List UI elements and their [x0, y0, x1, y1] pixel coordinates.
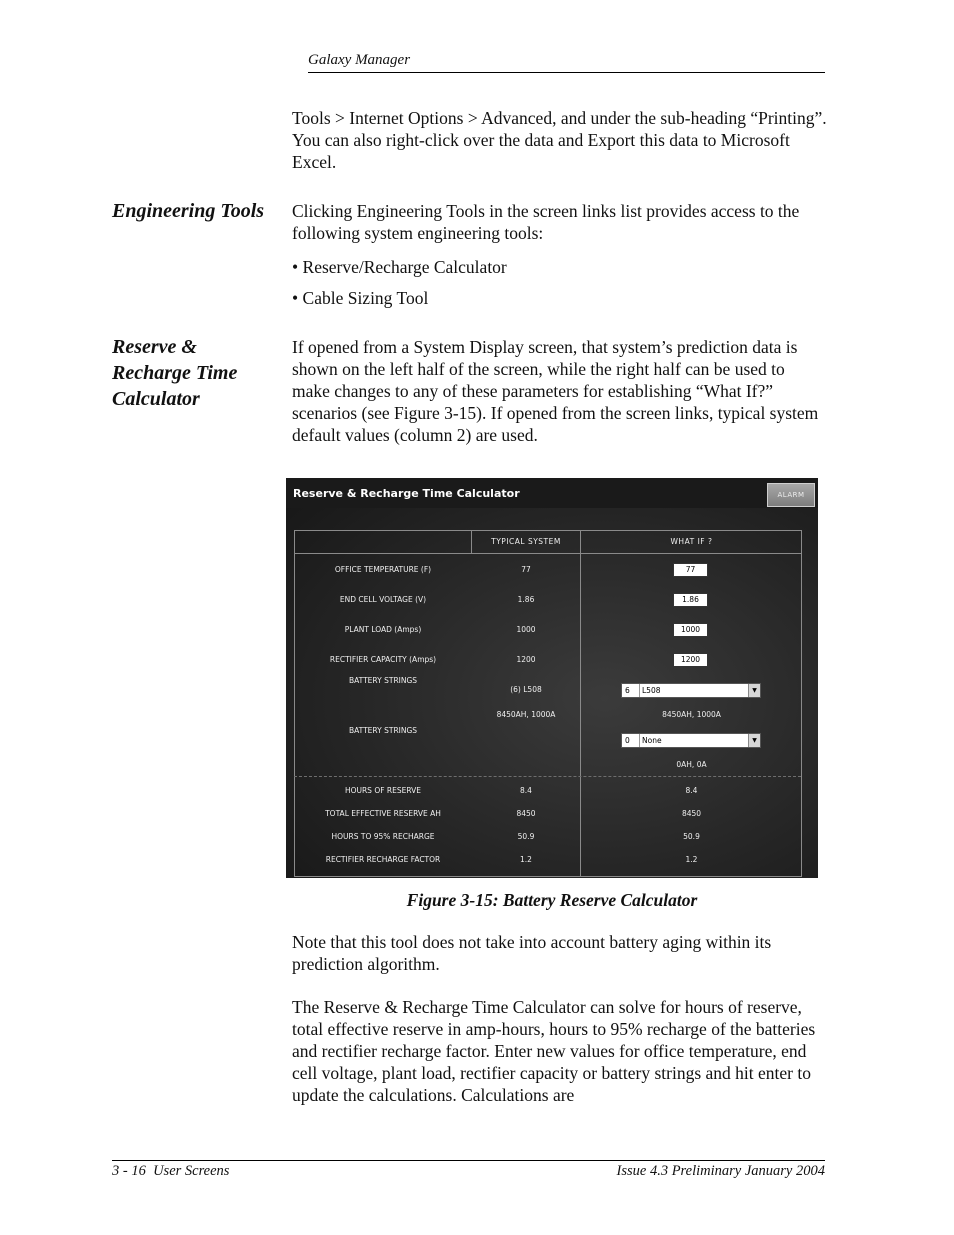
calculator-grid: [294, 530, 802, 877]
whatif-battery-2-ah: 0AH, 0A: [676, 760, 707, 769]
row-label-battery-strings-2: BATTERY STRINGS: [348, 726, 418, 735]
bullet-text: Cable Sizing Tool: [302, 288, 429, 308]
typical-hours-to-recharge: 50.9: [517, 832, 535, 841]
row-label-end-cell-voltage: END CELL VOLTAGE (V): [339, 595, 427, 604]
col-header-typical: TYPICAL SYSTEM: [491, 537, 561, 546]
whatif-total-reserve-ah: 8450: [681, 809, 702, 818]
typical-hours-of-reserve: 8.4: [520, 786, 532, 795]
typical-rectifier-capacity: 1200: [516, 655, 536, 664]
row-label-plant-load: PLANT LOAD (Amps): [344, 625, 422, 634]
battery-strings-1-count: 6: [622, 684, 640, 697]
battery-strings-2-type: None: [642, 736, 662, 745]
bullet-text: Reserve/Recharge Calculator: [302, 257, 507, 277]
typical-recharge-factor: 1.2: [520, 855, 532, 864]
grid-line: [294, 553, 801, 554]
bullet-item: • Cable Sizing Tool: [292, 288, 429, 308]
alarm-button[interactable]: ALARM: [767, 483, 815, 507]
closing-paragraph: The Reserve & Recharge Time Calculator can solve for hours of reserve, total effective reserve in amp-hours, hours to 95% recharge of the batteries and rectifier recharge factor. Enter new values for office temperature, end cell voltage, plant load, rectifier capacity or battery strings and hit enter to update the calculations. Calculations are: [292, 997, 816, 1105]
footer-page-label: 3 - 16 User Screens: [112, 1163, 230, 1179]
grid-line: [294, 530, 801, 531]
row-label-rectifier-capacity: RECTIFIER CAPACITY (Amps): [329, 655, 437, 664]
footer-rule: [112, 1160, 825, 1161]
header-rule: [308, 72, 825, 73]
intro-paragraph: Tools > Internet Options > Advanced, and under the sub-heading “Printing”. You can also right-click over the data and Export this data to Microsoft Excel.: [292, 108, 827, 172]
window-title-bar: [286, 478, 818, 508]
footer-issue-label: Issue 4.3 Preliminary January 2004: [616, 1163, 825, 1179]
plant-load-input[interactable]: 1000: [673, 623, 708, 637]
running-header-title: Galaxy Manager: [308, 52, 411, 68]
engineering-tools-heading: Engineering Tools: [112, 200, 265, 222]
battery-strings-1-type: L508: [642, 686, 661, 695]
typical-battery-strings: (6) L508: [510, 685, 542, 694]
typical-total-reserve-ah: 8450: [516, 809, 536, 818]
row-label-battery-strings-1: BATTERY STRINGS: [348, 676, 418, 685]
battery-strings-2-count: 0: [622, 734, 640, 747]
figure-caption: Figure 3-15: Battery Reserve Calculator: [406, 890, 698, 910]
typical-plant-load: 1000: [516, 625, 536, 634]
whatif-hours-to-recharge: 50.9: [683, 832, 700, 841]
chevron-down-icon[interactable]: ▼: [748, 684, 760, 697]
battery-strings-2-select[interactable]: [621, 733, 761, 748]
office-temperature-input[interactable]: 77: [673, 563, 708, 577]
result-label-hours-to-recharge: HOURS TO 95% RECHARGE: [331, 832, 435, 841]
reserve-recharge-paragraph: If opened from a System Display screen, that system’s prediction data is shown on the left half of the screen, while the right half can be used to make changes to any of these parameters for establishing “What If?” scenarios (see Figure 3-15). If opened from the screen links, typical system default values (column 2) are used.: [292, 337, 819, 445]
typical-battery-ah: 8450AH, 1000A: [496, 710, 556, 719]
grid-line: [580, 530, 581, 876]
battery-strings-1-select[interactable]: [621, 683, 761, 698]
note-paragraph: Note that this tool does not take into account battery aging within its prediction algorithm.: [292, 932, 772, 974]
typical-end-cell-voltage: 1.86: [517, 595, 535, 604]
chevron-down-icon[interactable]: ▼: [748, 734, 760, 747]
end-cell-voltage-input[interactable]: 1.86: [673, 593, 708, 607]
typical-office-temperature: 77: [521, 565, 531, 574]
results-divider: [294, 776, 801, 777]
whatif-recharge-factor: 1.2: [685, 855, 698, 864]
rectifier-capacity-input[interactable]: 1200: [673, 653, 708, 667]
whatif-battery-1-ah: 8450AH, 1000A: [662, 710, 721, 719]
calculator-screenshot: [286, 478, 818, 878]
col-header-whatif: WHAT IF ?: [670, 537, 713, 546]
engineering-tools-paragraph: Clicking Engineering Tools in the screen links list provides access to the following system engineering tools:: [292, 201, 800, 243]
result-label-total-reserve-ah: TOTAL EFFECTIVE RESERVE AH: [325, 809, 441, 818]
result-label-recharge-factor: RECTIFIER RECHARGE FACTOR: [325, 855, 441, 864]
bullet-item: • Reserve/Recharge Calculator: [292, 257, 507, 277]
window-title: Reserve & Recharge Time Calculator: [293, 487, 520, 500]
reserve-recharge-heading: Reserve & Recharge Time Calculator: [112, 336, 238, 410]
result-label-hours-of-reserve: HOURS OF RESERVE: [344, 786, 422, 795]
whatif-hours-of-reserve: 8.4: [685, 786, 698, 795]
row-label-office-temperature: OFFICE TEMPERATURE (F): [334, 565, 432, 574]
